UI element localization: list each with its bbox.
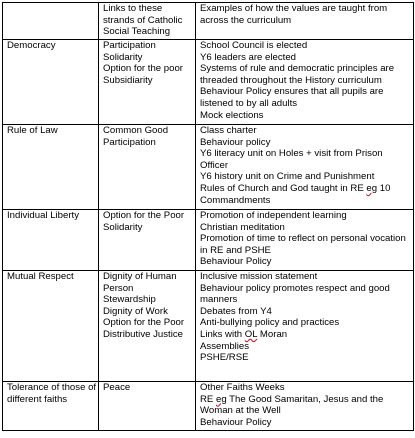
example-item: Promotion of independent learning bbox=[200, 210, 347, 221]
example-item: Christian meditation bbox=[200, 221, 285, 233]
table-row bbox=[3, 382, 414, 431]
table-row bbox=[3, 125, 414, 210]
spellcheck-underline: OL bbox=[244, 328, 258, 340]
links-cell bbox=[99, 271, 196, 382]
links-cell bbox=[99, 125, 196, 210]
table-row bbox=[3, 210, 414, 271]
value-name-cell: Mutual Respect bbox=[3, 271, 99, 382]
link-item: Peace bbox=[103, 382, 131, 393]
example-item: Mock elections bbox=[200, 109, 264, 121]
value-name-cell: Tolerance of those of different faiths bbox=[3, 382, 99, 431]
link-item: Solidarity bbox=[103, 221, 143, 233]
value-name-cell: Individual Liberty bbox=[3, 210, 99, 271]
example-item: Behaviour Policy bbox=[200, 416, 272, 428]
example-item: Inclusive mission statement bbox=[200, 271, 318, 282]
link-item: Participation bbox=[103, 136, 156, 148]
header-examples-column: Examples of how the values are taught from across the curriculum bbox=[196, 3, 414, 40]
example-item: Y6 leaders are elected bbox=[200, 51, 296, 63]
examples-cell bbox=[196, 382, 414, 431]
link-item: Stewardship bbox=[103, 294, 156, 306]
link-item: Solidarity bbox=[103, 51, 143, 63]
example-item: Behaviour policy promotes respect and good manners bbox=[200, 282, 390, 306]
examples-cell bbox=[196, 125, 414, 210]
link-item: Participation bbox=[103, 40, 156, 51]
link-item: Option for the Poor bbox=[103, 317, 185, 329]
link-item: Dignity of Work bbox=[103, 305, 168, 317]
link-item: Dignity of Human Person bbox=[103, 271, 177, 294]
links-cell bbox=[99, 210, 196, 271]
table-header-row bbox=[3, 3, 414, 40]
example-item: Promotion of time to reflect on personal vocation in RE and PSHE bbox=[200, 233, 406, 256]
table-row bbox=[3, 271, 414, 382]
links-cell bbox=[99, 382, 196, 431]
header-value-column bbox=[3, 3, 99, 40]
header-links-column: Links to these strands of Catholic Social Teaching bbox=[99, 3, 196, 40]
example-item: Y6 literacy unit on Holes + visit from Prison Officer bbox=[200, 148, 383, 171]
spellcheck-underline: eg bbox=[216, 393, 227, 405]
links-cell bbox=[99, 40, 196, 125]
link-item: Option for the poor bbox=[103, 63, 183, 75]
example-item: Rules of Church and God taught in RE eg 10 Commandments bbox=[200, 182, 391, 206]
link-item: Common Good bbox=[103, 125, 169, 136]
value-name-cell: Democracy bbox=[3, 40, 99, 125]
link-item: Distributive Justice bbox=[103, 328, 183, 340]
link-item: Subsidiarity bbox=[103, 74, 153, 86]
example-item: Other Faiths Weeks bbox=[200, 382, 285, 393]
example-item: Links with OL Moran bbox=[200, 328, 288, 340]
example-item: Class charter bbox=[200, 125, 257, 136]
example-item: Systems of rule and democratic principles are threaded throughout the History curriculum bbox=[200, 63, 395, 86]
spellcheck-underline: eg bbox=[366, 182, 378, 194]
table-row bbox=[3, 40, 414, 125]
example-item: Behaviour Policy bbox=[200, 256, 272, 268]
example-item: Debates from Y4 bbox=[200, 305, 272, 317]
example-item: Behaviour Policy ensures that all pupils are listened to by all adults bbox=[200, 86, 384, 109]
link-item: Option for the Poor bbox=[103, 210, 185, 221]
example-item: RE eg The Good Samaritan, Jesus and the Woman at the Well bbox=[200, 393, 384, 417]
example-item: Anti-bullying policy and practices bbox=[200, 317, 340, 329]
example-item: School Council is elected bbox=[200, 40, 308, 51]
example-item: PSHE/RSE bbox=[200, 352, 249, 364]
examples-cell bbox=[196, 210, 414, 271]
example-item: Y6 history unit on Crime and Punishment bbox=[200, 171, 375, 183]
example-item: Assemblies bbox=[200, 340, 250, 352]
examples-cell bbox=[196, 40, 414, 125]
examples-cell bbox=[196, 271, 414, 382]
value-name-cell: Rule of Law bbox=[3, 125, 99, 210]
british-values-table bbox=[2, 2, 414, 431]
example-item: Behaviour policy bbox=[200, 136, 271, 148]
